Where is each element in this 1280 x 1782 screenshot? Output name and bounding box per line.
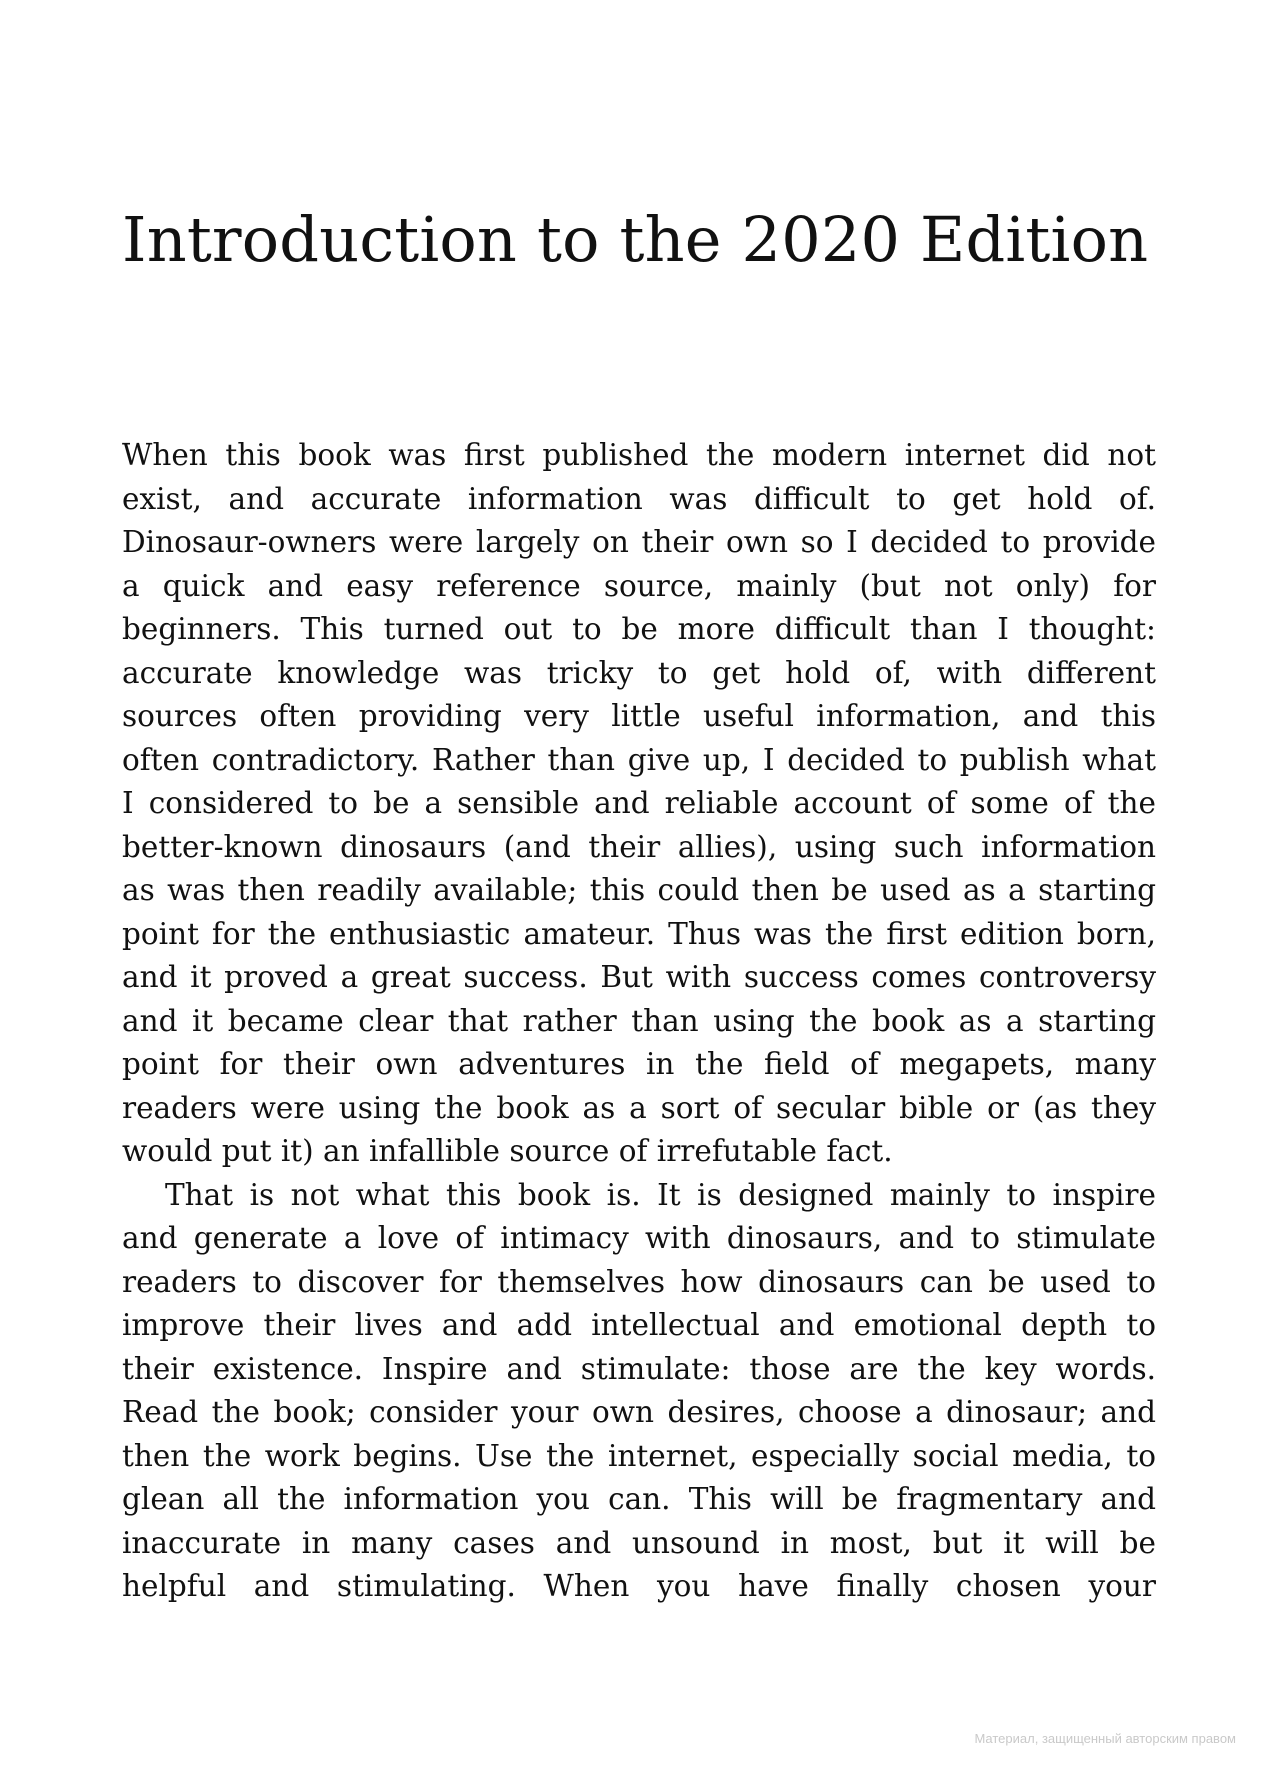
text-line: their existence. Inspire and stimulate: those are the key words. [122,1351,1156,1386]
text-line: then the work begins. Use the internet, especially social media, to [122,1438,1156,1473]
text-line: and it became clear that rather than using the book as a starting [122,1003,1156,1038]
text-line: and generate a love of intimacy with dinosaurs, and to stimulate [122,1221,1156,1255]
text-line: point for their own adventures in the field of megapets, many [122,1047,1156,1081]
paragraph-2 [122,1174,1156,1609]
text-line: Dinosaur-owners were largely on their own so I decided to provide [122,525,1156,559]
text-line: would put it) an infallible source of irrefutable fact. [122,1134,893,1168]
text-line: improve their lives and add intellectual and emotional depth to [122,1308,1156,1342]
text-line: Read the book; consider your own desires, choose a dinosaur; and [122,1395,1156,1429]
paragraph-1 [122,434,1156,1174]
text-line: sources often providing very little useful information, and this [122,699,1156,733]
text-line: inaccurate in many cases and unsound in most, but it will be [122,1525,1156,1560]
text-line: readers to discover for themselves how dinosaurs can be used to [122,1264,1156,1299]
chapter-title: Introduction to the 2020 Edition [122,203,1149,276]
text-line: beginners. This turned out to be more difficult than I thought: [122,612,1156,646]
text-line: When this book was first published the modern internet did not [122,438,1156,472]
text-line: readers were using the book as a sort of secular bible or (as they [122,1090,1156,1125]
text-line: a quick and easy reference source, mainly (but not only) for [122,568,1156,603]
text-line: as was then readily available; this could then be used as a starting [122,873,1156,907]
text-line: accurate knowledge was tricky to get hold of, with different [122,655,1156,690]
copyright-watermark: Материал, защищенный авторским правом [974,1731,1236,1746]
text-line: point for the enthusiastic amateur. Thus was the first edition born, [122,916,1156,951]
text-line: That is not what this book is. It is designed mainly to inspire [165,1177,1156,1212]
text-line: glean all the information you can. This will be fragmentary and [122,1482,1156,1516]
text-line: and it proved a great success. But with success comes controversy [122,960,1156,994]
text-line: I considered to be a sensible and reliable account of some of the [122,786,1156,820]
text-line: exist, and accurate information was difficult to get hold of. [122,481,1156,516]
text-line: often contradictory. Rather than give up, I decided to publish what [122,742,1156,777]
text-line: better-known dinosaurs (and their allies), using such information [122,829,1156,864]
body-text [122,434,1156,1609]
text-line: helpful and stimulating. When you have finally chosen your [122,1569,1156,1603]
